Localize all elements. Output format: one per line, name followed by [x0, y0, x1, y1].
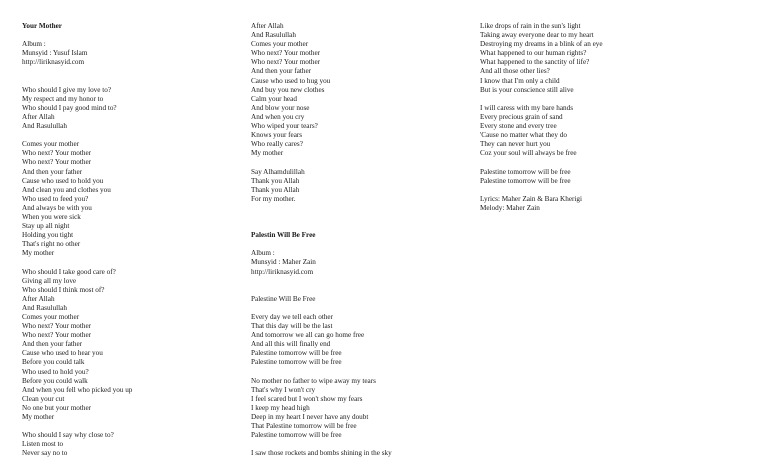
blank-line	[22, 31, 132, 40]
blank-line	[251, 240, 392, 249]
lyric-line: Lyrics: Maher Zain & Bara Kherigi	[480, 194, 582, 203]
lyric-line: That this day will be the last	[251, 322, 333, 331]
lyric-line: Melody: Maher Zain	[480, 203, 540, 212]
lyric-line: And blow your nose	[251, 103, 310, 112]
lyric-line: Holding you tight	[22, 231, 74, 240]
lyric-line: Palestine Will Be Free	[251, 294, 316, 303]
lyric-line: That's right no other	[22, 240, 81, 249]
lyric-line: Listen most to	[22, 440, 64, 449]
lyric-line: Who should I pay good mind to?	[22, 103, 117, 112]
blank-line	[22, 131, 132, 140]
lyric-line: That Palestine tomorrow will be free	[251, 422, 357, 431]
blank-line	[22, 258, 132, 267]
lyric-line: Say Alhamdulillah	[251, 167, 305, 176]
lyric-line: I will caress with my bare hands	[480, 103, 574, 112]
lyric-line: http://liriknasyid.com	[251, 267, 314, 276]
lyric-line: Who should I say why close to?	[22, 431, 114, 440]
lyric-line: And all those other lies?	[480, 67, 550, 76]
lyric-line: Palestine tomorrow will be free	[251, 349, 342, 358]
lyric-line: Stay up all night	[22, 222, 70, 231]
lyric-line: Who should I take good care of?	[22, 267, 116, 276]
lyric-line: Every precious grain of sand	[480, 112, 563, 121]
lyric-line: Like drops of rain in the sun's light	[480, 22, 581, 30]
lyric-line: My mother	[22, 249, 55, 258]
lyric-line: And when you fell who picked you up	[22, 385, 133, 394]
lyric-line: Who next? Your mother	[22, 331, 92, 340]
lyric-line: My respect and my honor to	[22, 94, 104, 103]
lyric-line: Who next? Your mother	[22, 322, 92, 331]
lyrics-column-3	[480, 22, 603, 213]
lyrics-column-1	[22, 22, 132, 459]
lyric-line: After Allah	[22, 294, 55, 303]
blank-line	[22, 67, 132, 76]
blank-line	[251, 222, 392, 231]
lyric-line: http://liriknasyid.com	[22, 58, 85, 67]
blank-line	[251, 204, 392, 213]
lyric-line: What happened to the sanctity of life?	[480, 58, 590, 67]
lyric-line: They can never hurt you	[480, 140, 551, 149]
lyric-line: Destroying my dreams in a blink of an eye	[480, 40, 603, 49]
lyric-line: And when you cry	[251, 112, 305, 121]
lyric-line: I feel scared but I won't show my fears	[251, 394, 363, 403]
section-title: Your Mother	[22, 22, 62, 30]
lyric-line: I keep my head high	[251, 403, 310, 412]
lyric-line: Palestine tomorrow will be free	[251, 358, 342, 367]
blank-line	[251, 304, 392, 313]
lyric-line: Who next? Your mother	[251, 58, 321, 67]
lyric-line: When you were sick	[22, 212, 81, 221]
lyric-line: What happened to our human rights?	[480, 49, 587, 58]
lyric-line: That's why I won't cry	[251, 385, 316, 394]
blank-line	[22, 77, 132, 86]
blank-line	[251, 277, 392, 286]
blank-line	[251, 368, 392, 377]
lyric-line: Who next? Your mother	[251, 49, 321, 58]
lyric-line: Calm your head	[251, 94, 297, 103]
lyric-line: Coz your soul will always be free	[480, 149, 577, 158]
lyric-line: And then your father	[251, 67, 312, 76]
lyric-line: And Rasulullah	[22, 122, 67, 131]
blank-line	[251, 286, 392, 295]
lyric-line: And buy you new clothes	[251, 85, 325, 94]
lyric-line: My mother	[251, 149, 284, 158]
lyric-line: After Allah	[22, 112, 55, 121]
lyric-line: Never say no to	[22, 449, 68, 458]
lyric-line: My mother	[22, 413, 55, 422]
lyric-line: Palestine tomorrow will be free	[480, 176, 571, 185]
lyric-line: Comes your mother	[22, 140, 80, 149]
lyric-line: Giving all my love	[22, 276, 77, 285]
lyric-line: Who wiped your tears?	[251, 122, 318, 131]
lyric-line: Who should I give my love to?	[22, 85, 112, 94]
lyric-line: And then your father	[22, 340, 83, 349]
lyric-line: I saw those rockets and bombs shining in the sky	[251, 449, 392, 458]
lyric-line: Who should I think most of?	[22, 285, 105, 294]
blank-line	[251, 213, 392, 222]
lyric-line: And all this will finally end	[251, 340, 331, 349]
lyric-line: Who next? Your mother	[22, 158, 92, 167]
lyric-line: And Rasulullah	[251, 31, 296, 40]
lyric-line: Cause who used to hear you	[22, 349, 103, 358]
lyric-line: And then your father	[22, 167, 83, 176]
lyric-line: Who really cares?	[251, 140, 303, 149]
blank-line	[480, 186, 603, 195]
lyric-line: Album :	[251, 249, 275, 258]
lyric-line: Cause who used to hug you	[251, 76, 331, 85]
lyric-line: And clean you and clothes you	[22, 185, 111, 194]
lyric-line: Comes your mother	[251, 40, 309, 49]
lyric-line: Munsyid : Yusuf Islam	[22, 49, 88, 58]
lyric-line: Before you could walk	[22, 376, 88, 385]
lyric-line: And tomorrow we all can go home free	[251, 331, 365, 340]
lyric-line: Who next? Your mother	[22, 149, 92, 158]
lyric-line: But is your conscience still alive	[480, 85, 574, 94]
lyrics-column-2	[251, 22, 392, 459]
lyric-line: Album :	[22, 40, 46, 49]
lyric-line: Who used to feed you?	[22, 194, 89, 203]
lyric-line: For my mother.	[251, 194, 296, 203]
lyric-line: Palestine tomorrow will be free	[480, 167, 571, 176]
lyric-line: Munsyid : Maher Zain	[251, 258, 316, 267]
lyric-line: Every day we tell each other	[251, 313, 334, 321]
lyric-line: No mother no father to wipe away my tears	[251, 376, 376, 385]
blank-line	[480, 158, 603, 167]
blank-line	[251, 158, 392, 167]
lyric-line: 'Cause no matter what they do	[480, 131, 567, 140]
lyric-line: After Allah	[251, 22, 284, 30]
lyric-line: No one but your mother	[22, 403, 92, 412]
lyric-line: Every stone and every tree	[480, 122, 557, 131]
lyric-line: And always be with you	[22, 203, 92, 212]
lyric-line: Palestine tomorrow will be free	[251, 431, 342, 440]
lyric-line: Thank you Allah	[251, 185, 300, 194]
lyric-line: Who used to hold you?	[22, 367, 89, 376]
lyric-line: Comes your mother	[22, 313, 80, 321]
blank-line	[22, 422, 132, 431]
lyric-line: Taking away everyone dear to my heart	[480, 31, 594, 40]
lyric-line: Before you could talk	[22, 358, 85, 367]
lyric-line: Cause who used to hold you	[22, 176, 104, 185]
lyric-line: I know that I'm only a child	[480, 76, 560, 85]
lyric-line: Thank you Allah	[251, 176, 300, 185]
blank-line	[480, 95, 603, 104]
lyric-line: Knows your fears	[251, 131, 303, 140]
section-title: Palestin Will Be Free	[251, 231, 316, 240]
blank-line	[251, 440, 392, 449]
lyric-line: Clean your cut	[22, 394, 65, 403]
lyric-line: Deep in my heart I never have any doubt	[251, 413, 369, 422]
lyric-line: And Rasulullah	[22, 303, 67, 312]
